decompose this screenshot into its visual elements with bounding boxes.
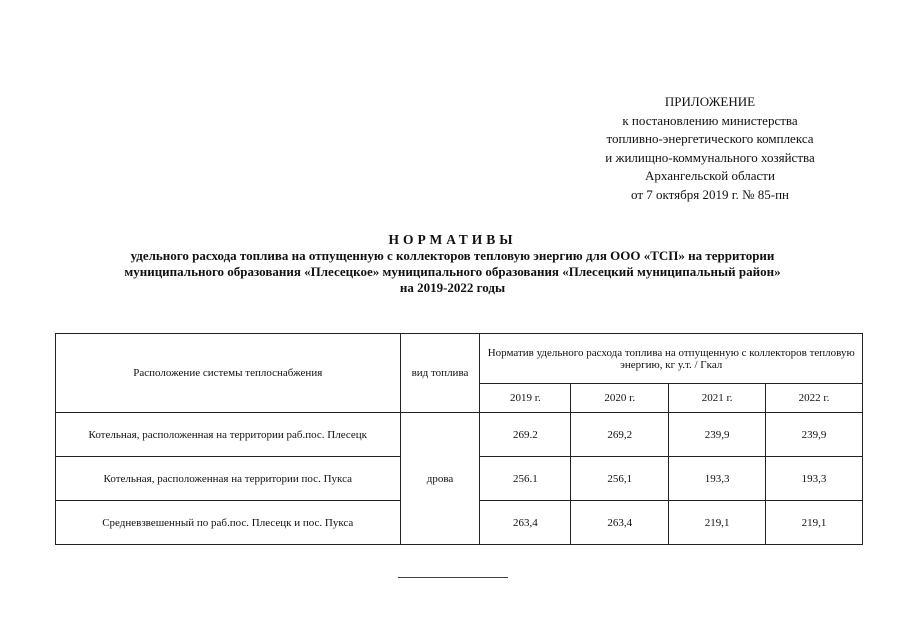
cell-value: 269,2: [571, 413, 669, 457]
table-header-row: [56, 334, 863, 384]
appendix-line: топливно-энергетического комплекса: [606, 131, 814, 146]
title-line: на 2019-2022 годы: [399, 280, 506, 295]
cell-value: 219,1: [766, 501, 863, 545]
header-year: 2020 г.: [571, 384, 669, 413]
table-row: [56, 413, 863, 457]
cell-value: 256.1: [480, 457, 571, 501]
cell-value: 239,9: [669, 413, 766, 457]
cell-value: 269.2: [480, 413, 571, 457]
title-line: муниципального образования «Плесецкое» муниципального образования «Плесецкий муниципальный район»: [124, 264, 781, 279]
main-title: НОРМАТИВЫ: [388, 232, 517, 247]
appendix-date: от 7 октября 2019 г. № 85-пн: [631, 186, 789, 202]
title-line: удельного расхода топлива на отпущенную с коллекторов тепловую энергию для ООО «ТСП» на территории: [130, 248, 775, 263]
cell-value: 256,1: [571, 457, 669, 501]
appendix-header: [560, 93, 860, 204]
cell-value: 193,3: [669, 457, 766, 501]
cell-value: 239,9: [766, 413, 863, 457]
cell-location: Котельная, расположенная на территории раб.пос. Плесецк: [56, 413, 401, 457]
header-year: 2022 г.: [766, 384, 863, 413]
cell-fuel-type: дрова: [400, 413, 480, 545]
header-location: Расположение системы теплоснабжения: [56, 334, 401, 413]
footer-divider: [398, 577, 508, 578]
document-title: [40, 232, 865, 296]
cell-location: Средневзвешенный по раб.пос. Плесецк и пос. Пукса: [56, 501, 401, 545]
cell-value: 193,3: [766, 457, 863, 501]
header-year: 2019 г.: [480, 384, 571, 413]
header-norm: Норматив удельного расхода топлива на отпущенную с коллекторов тепловую энергию, кг у.т. / Гкал: [480, 334, 863, 384]
appendix-line: и жилищно-коммунального хозяйства: [605, 149, 815, 165]
cell-value: 263,4: [571, 501, 669, 545]
appendix-line: Архангельской области: [645, 168, 775, 183]
cell-location: Котельная, расположенная на территории пос. Пукса: [56, 457, 401, 501]
appendix-label: ПРИЛОЖЕНИЕ: [664, 94, 756, 109]
norms-table: [55, 333, 863, 545]
appendix-line: к постановлению министерства: [622, 112, 798, 128]
header-fuel-type: вид топлива: [400, 334, 480, 413]
cell-value: 263,4: [480, 501, 571, 545]
header-year: 2021 г.: [669, 384, 766, 413]
cell-value: 219,1: [669, 501, 766, 545]
